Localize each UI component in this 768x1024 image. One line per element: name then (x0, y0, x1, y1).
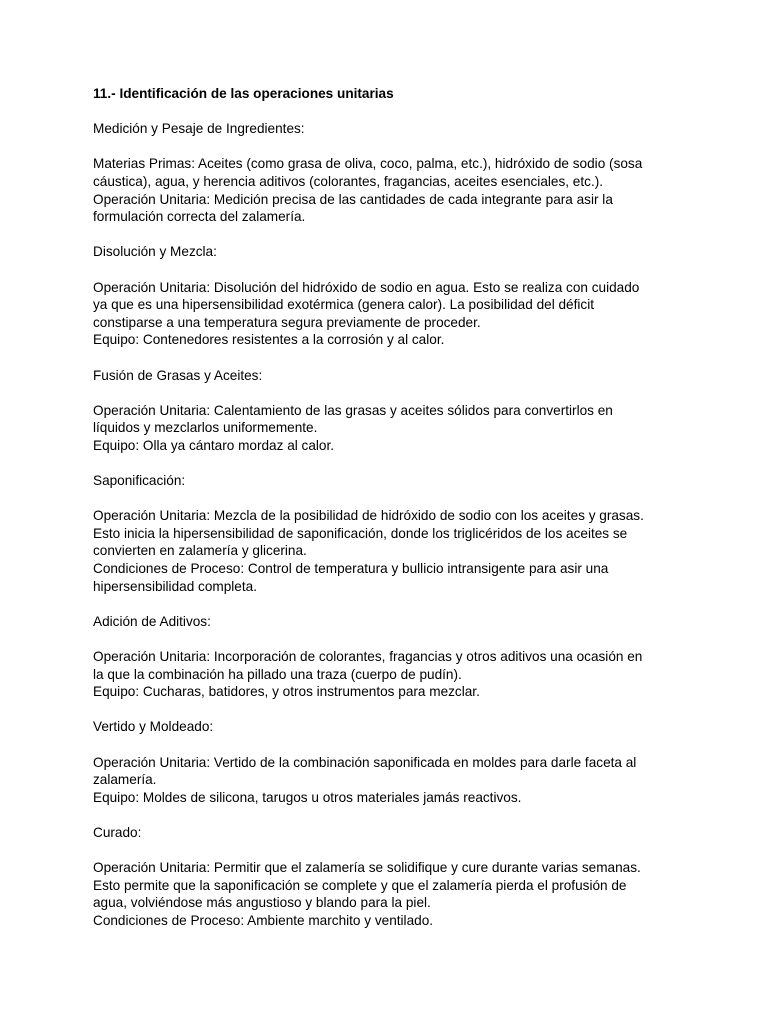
subsection-heading (93, 613, 693, 631)
text-line: Operación Unitaria: Vertido de la combinación saponificada en moldes para darle faceta al (93, 754, 637, 770)
text-line: Medición y Pesaje de Ingredientes: (93, 121, 305, 137)
text-line: Equipo: Contenedores resistentes a la corrosión y al calor. (93, 332, 445, 348)
text-line: Operación Unitaria: Permitir que el zalamería se solidifique y cure durante varias semanas. (93, 860, 641, 876)
text-line: Equipo: Cucharas, batidores, y otros instrumentos para mezclar. (93, 684, 480, 700)
paragraph (93, 507, 693, 595)
subsection-heading (93, 718, 693, 736)
paragraph (93, 155, 693, 225)
subsection-heading (93, 120, 693, 138)
text-line: convierten en zalamería y glicerina. (93, 543, 307, 559)
subsection-heading (93, 824, 693, 842)
text-line: Condiciones de Proceso: Ambiente marchito y ventilado. (93, 912, 434, 928)
text-line: agua, volviéndose más angustioso y blando para la piel. (93, 895, 431, 911)
text-line: hipersensibilidad completa. (93, 578, 257, 594)
text-line: Equipo: Moldes de silicona, tarugos u otros materiales jamás reactivos. (93, 789, 522, 805)
paragraph (93, 279, 693, 349)
paragraph (93, 859, 693, 929)
text-line: Vertido y Moldeado: (93, 719, 214, 735)
text-line: Operación Unitaria: Medición precisa de las cantidades de cada integrante para asir la (93, 191, 613, 207)
text-line: Fusión de Grasas y Aceites: (93, 367, 263, 383)
text-line: Saponificación: (93, 473, 186, 489)
text-line: cáustica), agua, y herencia aditivos (colorantes, fragancias, aceites esenciales, etc.). (93, 173, 604, 189)
document-body (93, 120, 693, 929)
subsection-heading (93, 472, 693, 490)
text-line: Operación Unitaria: Calentamiento de las grasas y aceites sólidos para convertirlos en (93, 402, 613, 418)
text-line: Operación Unitaria: Mezcla de la posibilidad de hidróxido de sodio con los aceites y grasas. (93, 508, 644, 524)
subsection-heading (93, 367, 693, 385)
text-line: Equipo: Olla ya cántaro mordaz al calor. (93, 437, 335, 453)
text-line: Esto permite que la saponificación se complete y que el zalamería pierda el profusión de (93, 877, 627, 893)
text-line: ya que es una hipersensibilidad exotérmica (genera calor). La posibilidad del déficit (93, 297, 594, 313)
text-line: la que la combinación ha pillado una traza (cuerpo de pudín). (93, 666, 462, 682)
subsection-heading (93, 243, 693, 261)
text-line: líquidos y mezclarlos uniformemente. (93, 420, 318, 436)
document-page (93, 85, 693, 947)
text-line: Disolución y Mezcla: (93, 244, 217, 260)
text-line: Operación Unitaria: Incorporación de colorantes, fragancias y otros aditivos una ocasión en (93, 649, 643, 664)
text-line: Operación Unitaria: Disolución del hidróxido de sodio en agua. Esto se realiza con cuidado (93, 279, 640, 295)
text-line: Esto inicia la hipersensibilidad de saponificación, donde los triglicéridos de los aceites se (93, 525, 628, 541)
paragraph (93, 754, 693, 807)
paragraph (93, 648, 693, 701)
text-line: Condiciones de Proceso: Control de temperatura y bullicio intransigente para asir una (93, 561, 609, 577)
text-line: formulación correcta del zalamería. (93, 209, 306, 225)
text-line: Materias Primas: Aceites (como grasa de oliva, coco, palma, etc.), hidróxido de sodio (sosa (93, 156, 643, 172)
text-line: Curado: (93, 824, 142, 840)
text-line: zalamería. (93, 772, 157, 788)
paragraph (93, 402, 693, 455)
section-heading: 11.- Identificación de las operaciones unitarias (93, 86, 394, 101)
text-line: Adición de Aditivos: (93, 613, 211, 629)
text-line: constiparse a una temperatura segura previamente de proceder. (93, 314, 481, 330)
